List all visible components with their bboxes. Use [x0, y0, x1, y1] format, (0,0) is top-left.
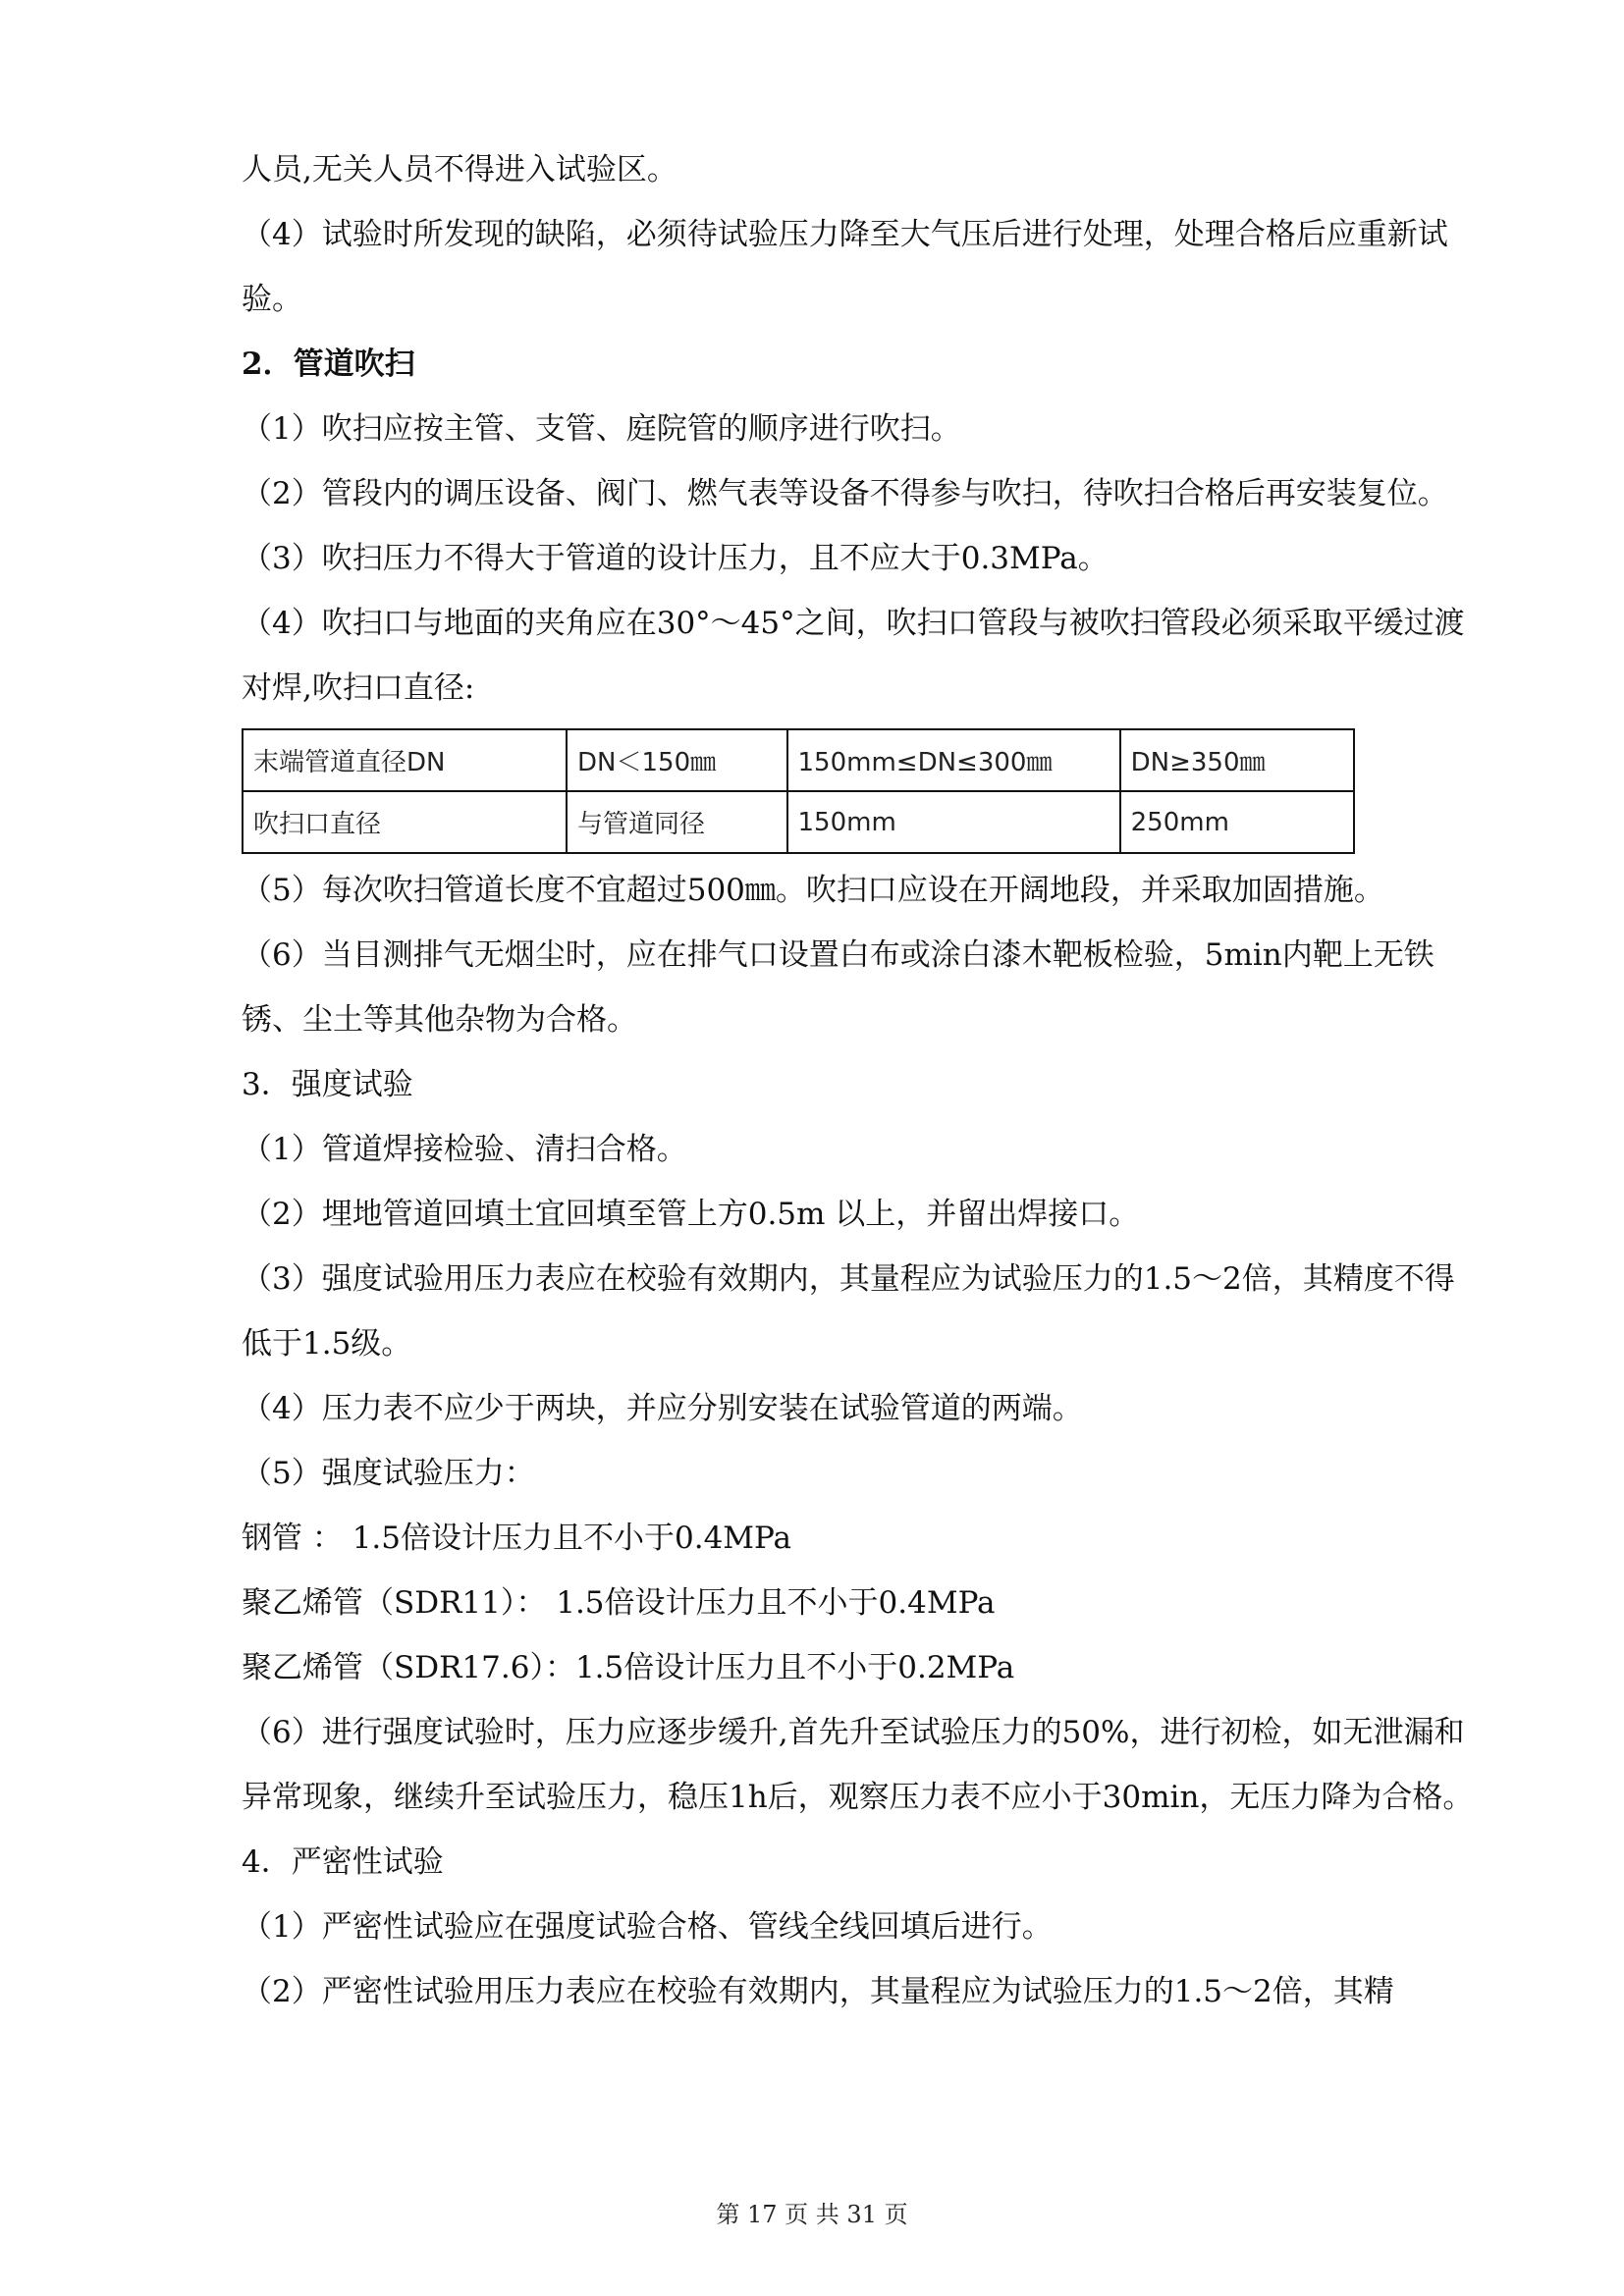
- table-cell: DN＜150㎜: [567, 729, 786, 791]
- list-item: （2）管段内的调压设备、阀门、燃气表等设备不得参与吹扫，待吹扫合格后再安装复位。: [242, 476, 1448, 511]
- list-item: （2）严密性试验用压力表应在校验有效期内，其量程应为试验压力的1.5～2倍，其精: [242, 1974, 1394, 2009]
- section-heading-3: 3．强度试验: [242, 1067, 413, 1102]
- table-cell: 与管道同径: [567, 791, 786, 853]
- list-item: （3）吹扫压力不得大于管道的设计压力，且不应大于0.3MPa。: [242, 541, 1109, 576]
- table-cell: DN≥350㎜: [1120, 729, 1354, 791]
- list-item: （3）强度试验用压力表应在校验有效期内，其量程应为试验压力的1.5～2倍，其精度不得低于1.5级。: [242, 1261, 1455, 1362]
- blowing-port-diameter-table: [242, 728, 1355, 854]
- table-row: [243, 729, 1354, 791]
- table-cell: 末端管道直径DN: [243, 729, 567, 791]
- list-item: （1）严密性试验应在强度试验合格、管线全线回填后进行。: [242, 1909, 1053, 1945]
- list-item: （5）每次吹扫管道长度不宜超过500㎜。吹扫口应设在开阔地段，并采取加固措施。: [242, 873, 1384, 908]
- list-item: （1）管道焊接检验、清扫合格。: [242, 1132, 687, 1167]
- list-item: （2）埋地管道回填土宜回填至管上方0.5m 以上，并留出焊接口。: [242, 1197, 1140, 1232]
- pressure-line-pe-sdr11: 聚乙烯管（SDR11）： 1.5倍设计压力且不小于0.4MPa: [242, 1585, 996, 1621]
- table-cell: 250mm: [1120, 791, 1354, 853]
- table-cell: 150mm≤DN≤300㎜: [787, 729, 1120, 791]
- list-item: （6）进行强度试验时，压力应逐步缓升,首先升至试验压力的50%，进行初检，如无泄漏和异常现象，继续升至试验压力，稳压1h后，观察压力表不应小于30min，无压力降为合格。: [242, 1715, 1474, 1815]
- table-cell: 150mm: [787, 791, 1120, 853]
- table-row: [243, 791, 1354, 853]
- table-cell: 吹扫口直径: [243, 791, 567, 853]
- list-item: （4）吹扫口与地面的夹角应在30°～45°之间，吹扫口管段与被吹扫管段必须采取平缓过渡对焊,吹扫口直径:: [242, 606, 1465, 706]
- pressure-line-pe-sdr17-6: 聚乙烯管（SDR17.6）：1.5倍设计压力且不小于0.2MPa: [242, 1650, 1015, 1685]
- paragraph: （4）试验时所发现的缺陷，必须待试验压力降至大气压后进行处理，处理合格后应重新试验。: [242, 217, 1448, 317]
- list-item: （4）压力表不应少于两块，并应分别安装在试验管道的两端。: [242, 1391, 1083, 1426]
- list-item: （1）吹扫应按主管、支管、庭院管的顺序进行吹扫。: [242, 411, 961, 447]
- list-item: （5）强度试验压力：: [242, 1456, 535, 1491]
- pressure-line-steel: 钢管 ： 1.5倍设计压力且不小于0.4MPa: [242, 1521, 791, 1556]
- page-footer: 第 17 页 共 31 页: [716, 2201, 908, 2228]
- section-heading-4: 4．严密性试验: [242, 1844, 444, 1880]
- paragraph: 人员,无关人员不得进入试验区。: [242, 152, 677, 187]
- section-heading-2: 2．管道吹扫: [242, 347, 415, 382]
- list-item: （6）当目测排气无烟尘时，应在排气口设置白布或涂白漆木靶板检验，5min内靶上无铁锈、尘土等其他杂物为合格。: [242, 937, 1435, 1038]
- page-content: [242, 137, 1484, 2024]
